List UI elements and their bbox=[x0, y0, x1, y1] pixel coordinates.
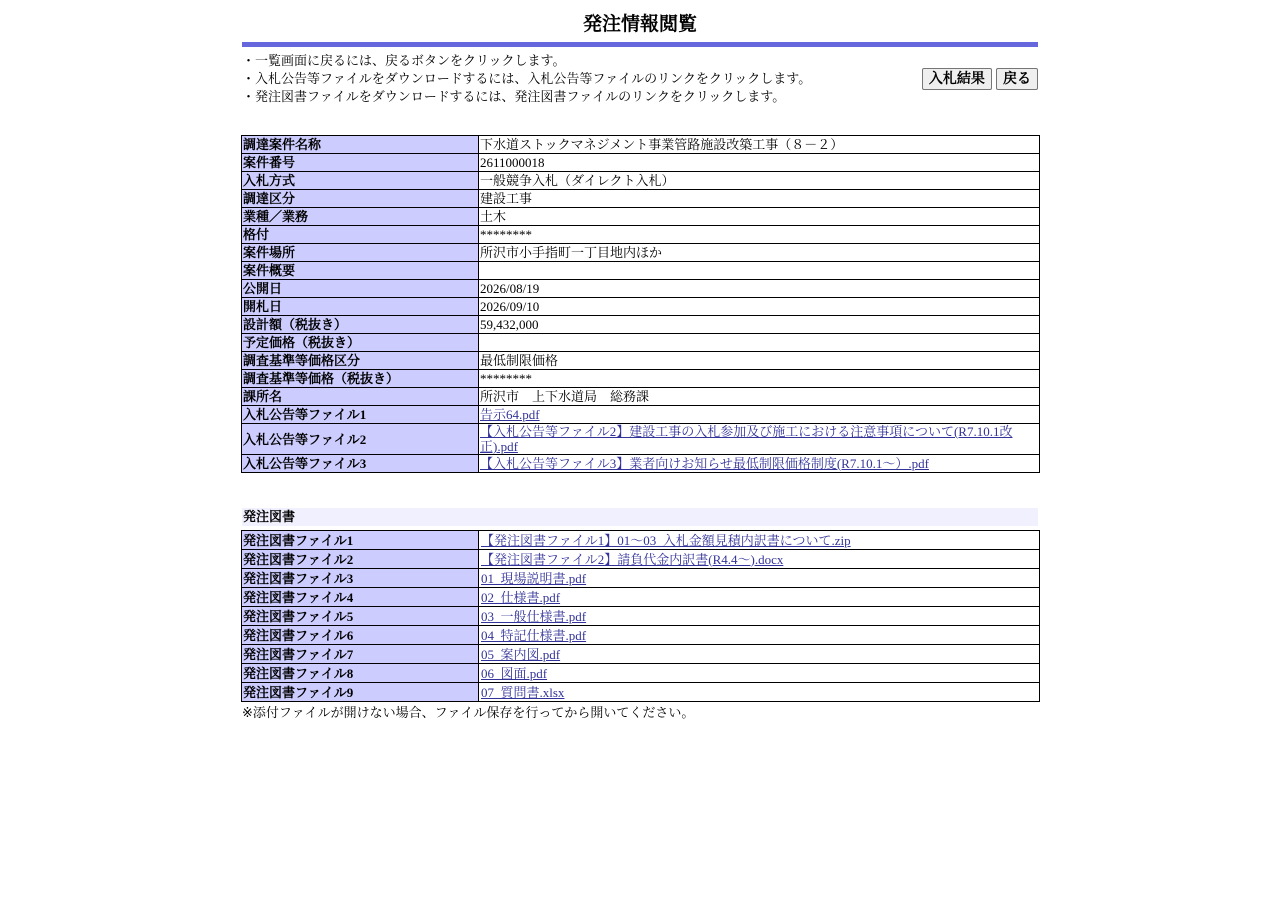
page-title: 発注情報閲覧 bbox=[582, 13, 697, 35]
order-info-table bbox=[241, 135, 1040, 473]
row-value bbox=[479, 569, 1040, 588]
table-row bbox=[242, 352, 1040, 370]
row-label: 予定価格（税抜き） bbox=[242, 334, 479, 352]
table-row bbox=[242, 136, 1040, 154]
document-file-link[interactable]: 【発注図書ファイル2】請負代金内訳書(R4.4～).docx bbox=[481, 551, 784, 567]
document-file-link[interactable]: 【発注図書ファイル1】01～03_入札金額見積内訳書について.zip bbox=[481, 532, 851, 548]
row-label: 調査基準等価格（税抜き） bbox=[242, 370, 479, 388]
table-row bbox=[242, 370, 1040, 388]
table-row bbox=[242, 550, 1040, 569]
row-value: 建設工事 bbox=[479, 190, 1040, 208]
page-container bbox=[242, 0, 1038, 723]
table-row bbox=[242, 172, 1040, 190]
table-row bbox=[242, 280, 1040, 298]
row-label: 案件概要 bbox=[242, 262, 479, 280]
row-label: 入札公告等ファイル1 bbox=[242, 406, 479, 424]
table-row bbox=[242, 154, 1040, 172]
table-row bbox=[242, 406, 1040, 424]
table-row bbox=[242, 569, 1040, 588]
row-value bbox=[479, 626, 1040, 645]
row-value: 下水道ストックマネジメント事業管路施設改築工事（８－２） bbox=[479, 136, 1040, 154]
table-row bbox=[242, 531, 1040, 550]
table-row bbox=[242, 424, 1040, 455]
document-file-link[interactable]: 03_一般仕様書.pdf bbox=[481, 608, 587, 624]
document-file-link[interactable]: 04_特記仕様書.pdf bbox=[481, 627, 587, 643]
row-label: 調達区分 bbox=[242, 190, 479, 208]
order-documents-table bbox=[241, 530, 1040, 702]
row-value bbox=[479, 262, 1040, 280]
table-row bbox=[242, 388, 1040, 406]
table-row bbox=[242, 334, 1040, 352]
table-row bbox=[242, 208, 1040, 226]
row-value: 土木 bbox=[479, 208, 1040, 226]
row-value bbox=[479, 406, 1040, 424]
row-label: 案件場所 bbox=[242, 244, 479, 262]
table-row bbox=[242, 244, 1040, 262]
row-value: 最低制限価格 bbox=[479, 352, 1040, 370]
row-label: 入札公告等ファイル2 bbox=[242, 424, 479, 455]
table-row bbox=[242, 607, 1040, 626]
row-label: 課所名 bbox=[242, 388, 479, 406]
table-row bbox=[242, 455, 1040, 473]
row-label: 公開日 bbox=[242, 280, 479, 298]
row-value bbox=[479, 455, 1040, 473]
notice-file-link[interactable]: 告示64.pdf bbox=[480, 407, 540, 422]
table-row bbox=[242, 316, 1040, 334]
document-file-link[interactable]: 02_仕様書.pdf bbox=[481, 589, 561, 605]
instruction-back: ・一覧画面に戻るには、戻るボタンをクリックします。 bbox=[242, 54, 566, 69]
table-row bbox=[242, 588, 1040, 607]
table-row bbox=[242, 645, 1040, 664]
document-file-link[interactable]: 06_図面.pdf bbox=[481, 665, 548, 681]
row-value bbox=[479, 550, 1040, 569]
row-label: 発注図書ファイル6 bbox=[242, 626, 479, 645]
row-value bbox=[479, 424, 1040, 455]
document-file-link[interactable]: 07_質問書.xlsx bbox=[481, 684, 565, 700]
row-label: 調達案件名称 bbox=[242, 136, 479, 154]
row-value bbox=[479, 664, 1040, 683]
section-heading: 発注図書 bbox=[242, 508, 1038, 526]
row-label: 格付 bbox=[242, 226, 479, 244]
instruction-order-files: ・発注図書ファイルをダウンロードするには、発注図書ファイルのリンクをクリックします。 bbox=[242, 90, 786, 105]
row-value bbox=[479, 607, 1040, 626]
row-label: 設計額（税抜き） bbox=[242, 316, 479, 334]
bid-result-button[interactable]: 入札結果 bbox=[922, 68, 992, 90]
instructions bbox=[242, 53, 1038, 117]
table-row bbox=[242, 298, 1040, 316]
notice-file-link[interactable]: 【入札公告等ファイル2】建設工事の入札参加及び施工における注意事項について(R7.10.1改正).pdf bbox=[480, 424, 1013, 454]
title-divider bbox=[242, 42, 1038, 47]
row-label: 入札公告等ファイル3 bbox=[242, 455, 479, 473]
row-value: ******** bbox=[479, 370, 1040, 388]
row-label: 発注図書ファイル5 bbox=[242, 607, 479, 626]
row-value: 2026/08/19 bbox=[479, 280, 1040, 298]
row-value: 2611000018 bbox=[479, 154, 1040, 172]
document-file-link[interactable]: 01_現場説明書.pdf bbox=[481, 570, 587, 586]
row-label: 発注図書ファイル8 bbox=[242, 664, 479, 683]
row-value bbox=[479, 645, 1040, 664]
action-buttons bbox=[922, 68, 1038, 86]
row-value bbox=[479, 588, 1040, 607]
row-value: ******** bbox=[479, 226, 1040, 244]
row-value: 所沢市小手指町一丁目地内ほか bbox=[479, 244, 1040, 262]
row-value: 2026/09/10 bbox=[479, 298, 1040, 316]
row-label: 発注図書ファイル4 bbox=[242, 588, 479, 607]
footer-note: ※添付ファイルが開けない場合、ファイル保存を行ってから開いてください。 bbox=[242, 706, 695, 721]
row-label: 入札方式 bbox=[242, 172, 479, 190]
row-label: 業種／業務 bbox=[242, 208, 479, 226]
row-value: 59,432,000 bbox=[479, 316, 1040, 334]
table-row bbox=[242, 262, 1040, 280]
row-label: 発注図書ファイル7 bbox=[242, 645, 479, 664]
table-row bbox=[242, 664, 1040, 683]
row-label: 発注図書ファイル2 bbox=[242, 550, 479, 569]
row-label: 発注図書ファイル1 bbox=[242, 531, 479, 550]
row-label: 発注図書ファイル9 bbox=[242, 683, 479, 702]
table-row bbox=[242, 626, 1040, 645]
row-value bbox=[479, 334, 1040, 352]
row-label: 調査基準等価格区分 bbox=[242, 352, 479, 370]
document-file-link[interactable]: 05_案内図.pdf bbox=[481, 646, 561, 662]
row-label: 案件番号 bbox=[242, 154, 479, 172]
back-button[interactable]: 戻る bbox=[996, 68, 1038, 90]
instruction-notice-files: ・入札公告等ファイルをダウンロードするには、入札公告等ファイルのリンクをクリックします。 bbox=[242, 72, 812, 87]
row-label: 開札日 bbox=[242, 298, 479, 316]
row-value bbox=[479, 531, 1040, 550]
row-label: 発注図書ファイル3 bbox=[242, 569, 479, 588]
table-row bbox=[242, 190, 1040, 208]
row-value: 一般競争入札（ダイレクト入札） bbox=[479, 172, 1040, 190]
row-value: 所沢市 上下水道局 総務課 bbox=[479, 388, 1040, 406]
notice-file-link[interactable]: 【入札公告等ファイル3】業者向けお知らせ最低制限価格制度(R7.10.1～）.pdf bbox=[480, 456, 929, 471]
table-row bbox=[242, 226, 1040, 244]
table-row bbox=[242, 683, 1040, 702]
row-value bbox=[479, 683, 1040, 702]
